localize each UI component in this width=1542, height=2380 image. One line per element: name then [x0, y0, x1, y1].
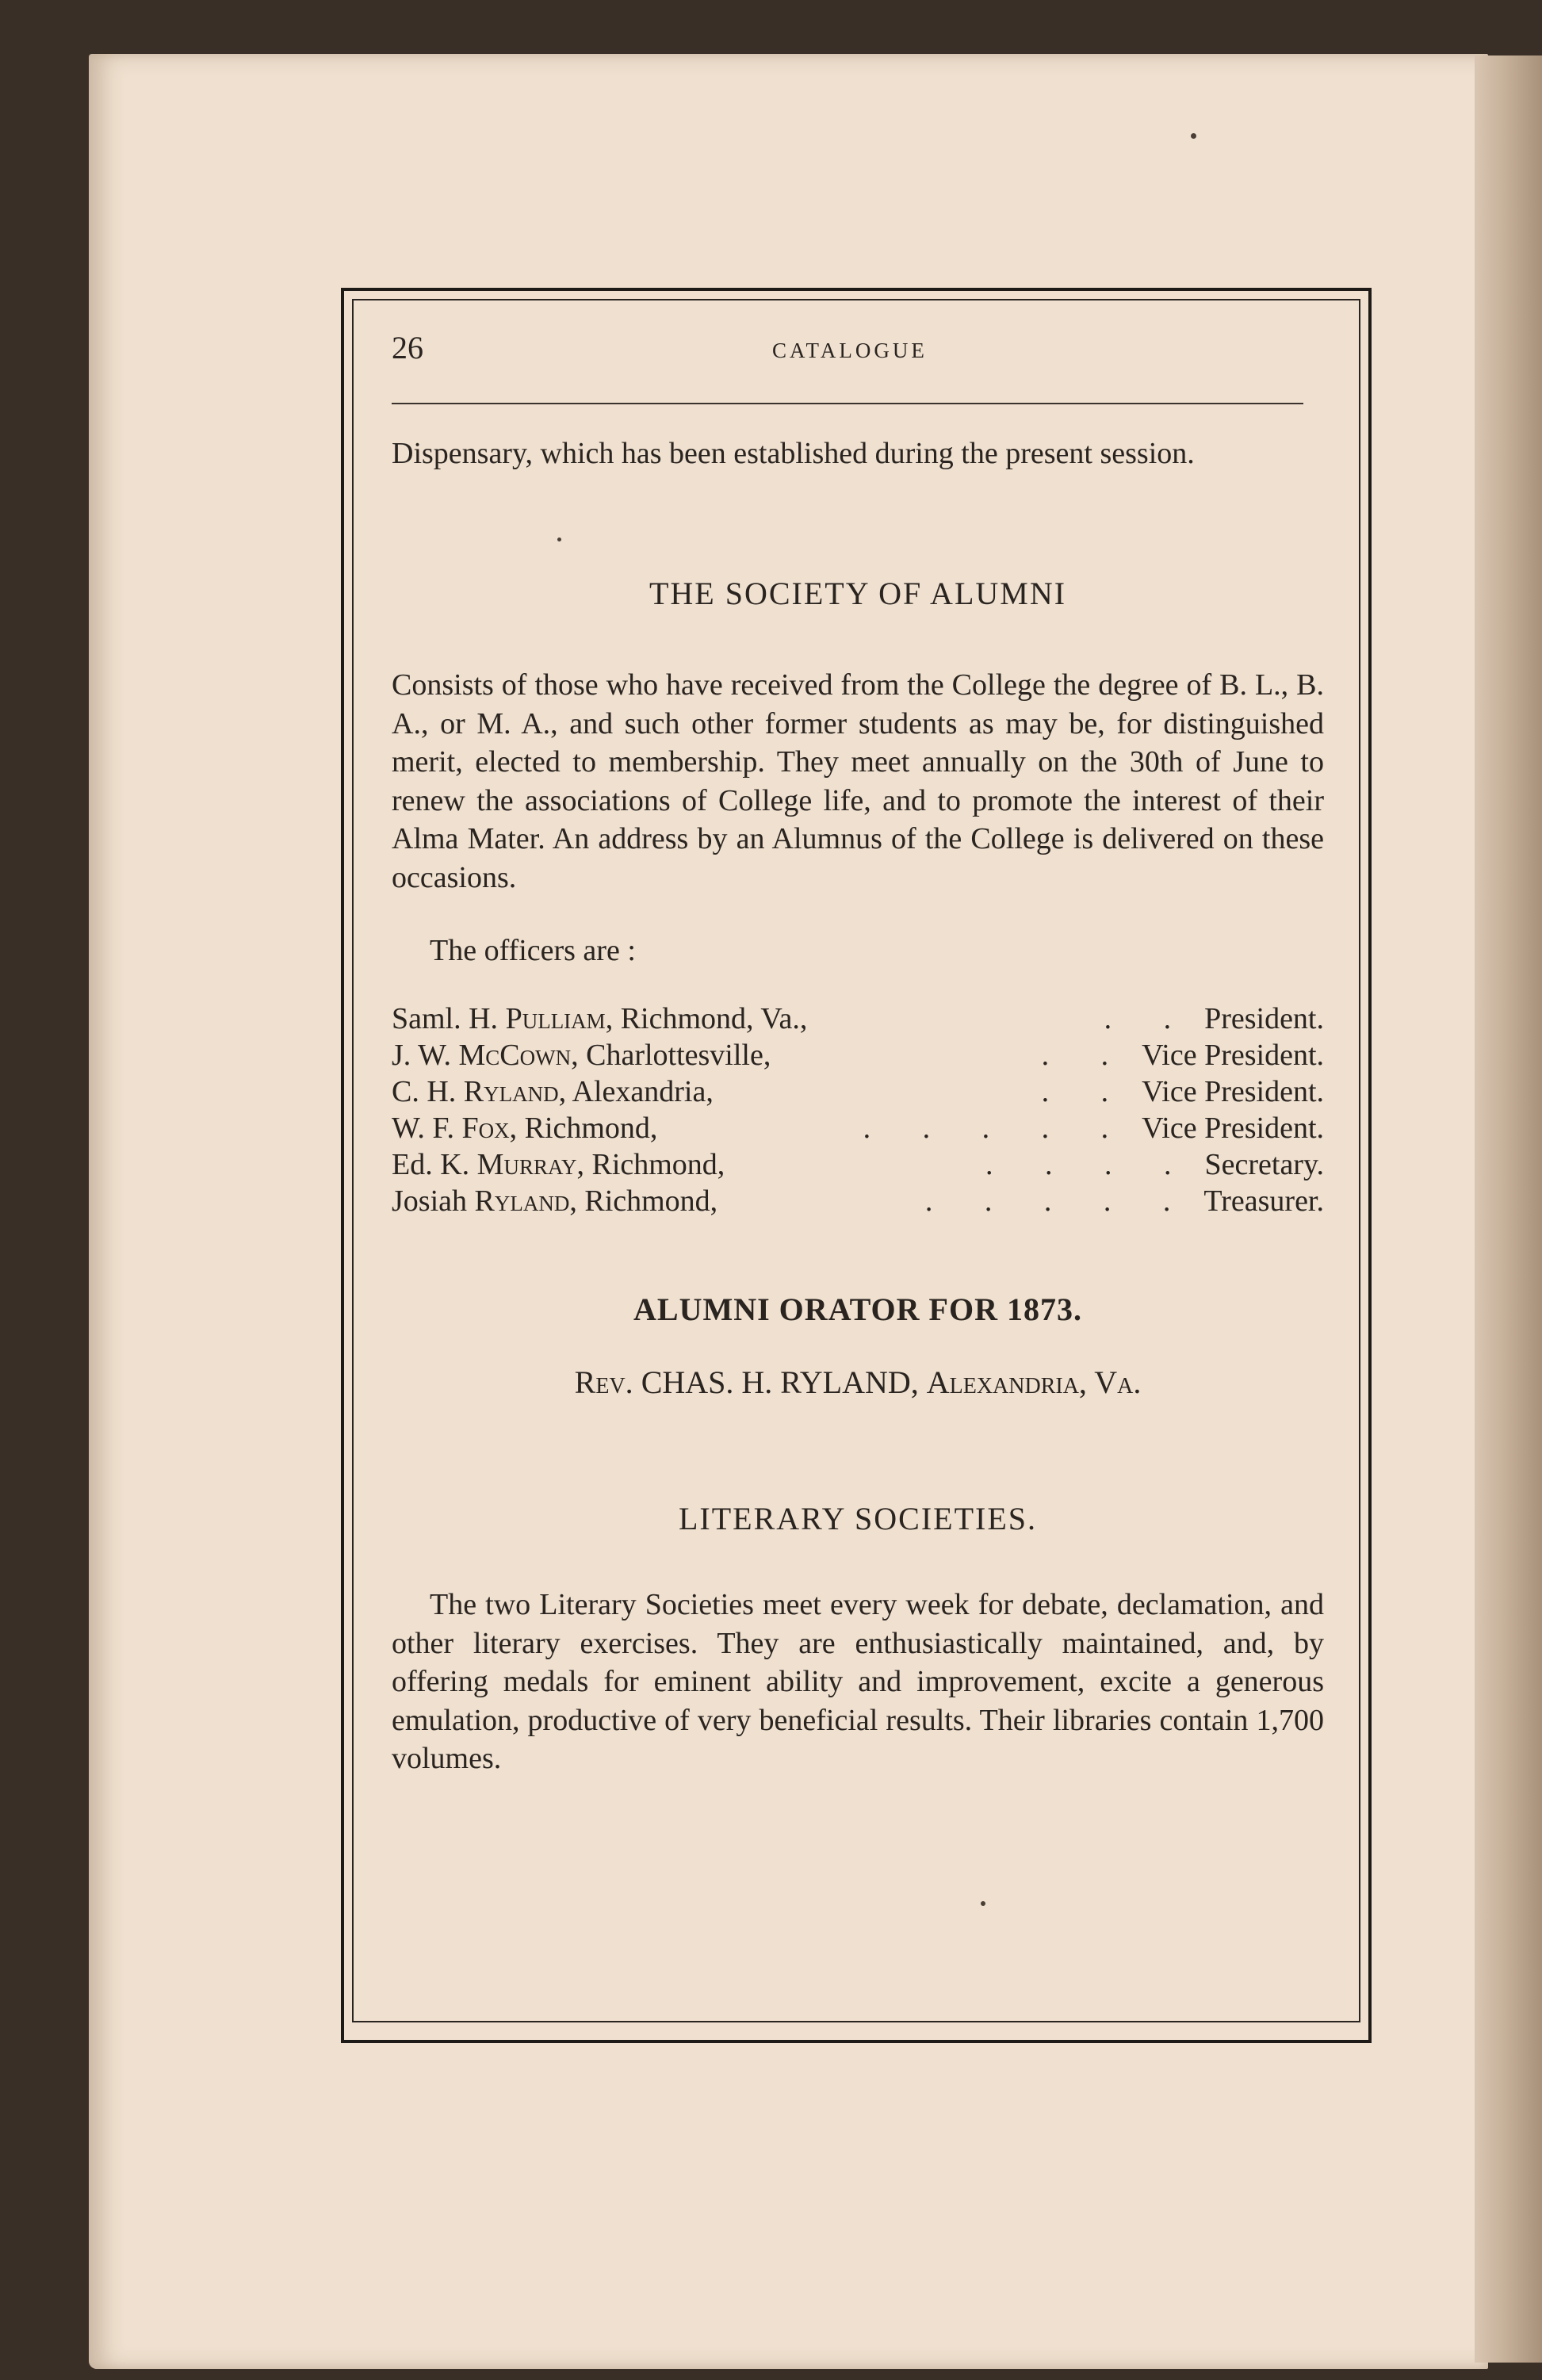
officer-title: Vice President.: [1142, 1039, 1324, 1072]
officer-title: President.: [1204, 1002, 1324, 1035]
officer-title: Vice President.: [1142, 1112, 1324, 1145]
running-title: CATALOGUE: [772, 339, 928, 362]
officer-name: Josiah Ryland, Richmond,: [392, 1184, 718, 1218]
officers-list: [392, 1001, 1324, 1219]
officer-row: [392, 1037, 1324, 1073]
officers-intro: The officers are :: [430, 934, 636, 967]
society-paragraph: Consists of those who have received from the College the degree of B. L., B. A., or M. A., and such other former students as may be, for distinguished merit, elected to membership. They meet annually on the 30th of June to renew the associations of College life, and to promote the interest of their Alma Mater. An address by an Alumnus of the College is delivered on these occasions.: [392, 668, 1324, 894]
officer-title: Secretary.: [1204, 1148, 1324, 1181]
literary-heading: LITERARY SOCIETIES.: [678, 1501, 1038, 1536]
officer-name: Ed. K. Murray, Richmond,: [392, 1148, 725, 1181]
literary-paragraph: The two Literary Societies meet every week for debate, declamation, and other literary exercises. They are enthusiastically maintained, and, by offering medals for eminent ability and improvement, excite a generous emulation, productive of very beneficial results. Their libraries contain 1,700 volumes.: [392, 1588, 1324, 1775]
paper-speck: [1191, 133, 1196, 139]
leader-dots: . .: [1041, 1039, 1131, 1072]
running-head: [392, 329, 1303, 377]
officer-row: [392, 1001, 1324, 1037]
intro-paragraph: Dispensary, which has been established during the present session.: [392, 437, 1195, 470]
officer-title: Vice President.: [1142, 1075, 1324, 1108]
officer-row: [392, 1110, 1324, 1146]
leader-dots: . . . . .: [924, 1184, 1193, 1218]
officer-name: J. W. McCown, Charlottesville,: [392, 1039, 771, 1072]
page-edge: [1475, 55, 1542, 2363]
leader-dots: . .: [1104, 1002, 1194, 1035]
orator-heading: ALUMNI ORATOR FOR 1873.: [633, 1291, 1082, 1327]
header-rule: [392, 403, 1303, 404]
orator-name: Rev. CHAS. H. RYLAND, Alexandria, Va.: [574, 1364, 1142, 1400]
society-heading: THE SOCIETY OF ALUMNI: [649, 576, 1067, 611]
officer-name: W. F. Fox, Richmond,: [392, 1112, 658, 1145]
leader-dots: . .: [1041, 1075, 1131, 1108]
officer-row: [392, 1183, 1324, 1219]
leader-dots: . . . .: [985, 1148, 1194, 1181]
officer-row: [392, 1073, 1324, 1110]
paper-speck: [981, 1901, 985, 1906]
officer-title: Treasurer.: [1203, 1184, 1324, 1218]
page-number: 26: [392, 330, 423, 365]
officer-row: [392, 1146, 1324, 1183]
paper-speck: [557, 538, 561, 541]
officer-name: Saml. H. Pulliam, Richmond, Va.,: [392, 1002, 808, 1035]
officer-name: C. H. Ryland, Alexandria,: [392, 1075, 714, 1108]
leader-dots: . . . . .: [863, 1112, 1131, 1145]
